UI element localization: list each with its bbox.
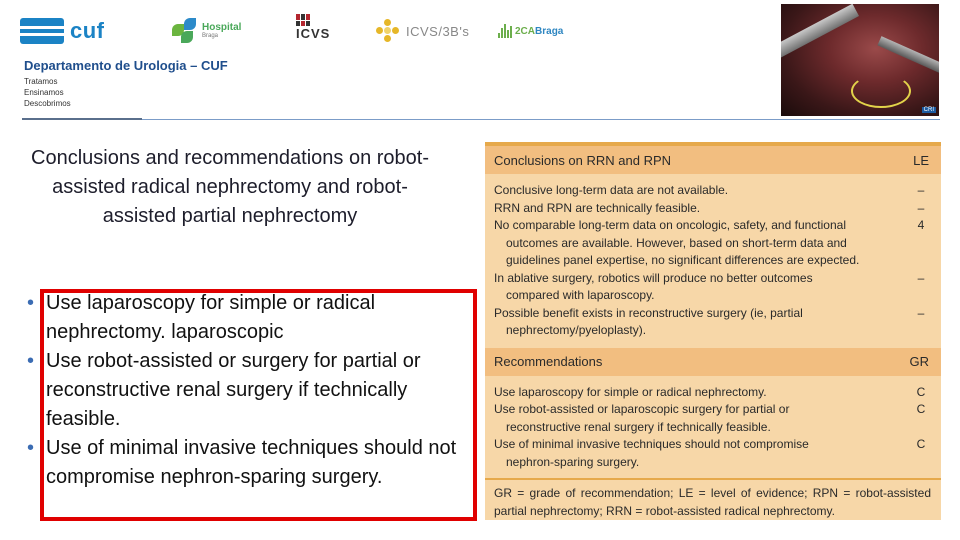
bullet-item: • Use robot-assisted or surgery for partial or reconstructive renal surgery if technically feasible. xyxy=(24,347,476,434)
2ca-logo-city: Braga xyxy=(535,25,564,37)
department-title: Departamento de Urologia – CUF xyxy=(24,58,228,73)
recommendations-rows xyxy=(485,376,941,472)
recommendations-header-row xyxy=(485,348,941,376)
motto-line: Tratamos xyxy=(24,77,58,86)
recommendation-row-grade: C xyxy=(916,402,926,416)
cuf-logo-mark xyxy=(20,18,64,44)
2ca-braga-logo xyxy=(498,14,578,48)
hospital-logo-text: Hospital xyxy=(202,22,242,33)
recommendation-row-text xyxy=(494,436,902,471)
recommendations-header: Recommendations xyxy=(494,354,603,369)
conclusion-row-line: No comparable long-term data on oncologic, safety, and functional xyxy=(494,218,846,232)
hospital-logo-mark xyxy=(172,18,198,44)
bullet-item: • Use laparoscopy for simple or radical nephrectomy. laparoscopic xyxy=(24,289,476,347)
icvs-logo xyxy=(296,14,356,48)
recommendation-row xyxy=(494,436,931,471)
conclusion-row-line: outcomes are available. However, based on short-term data and xyxy=(506,235,847,250)
conclusion-row-grade: – xyxy=(917,200,925,215)
motto-line: Descobrimos xyxy=(24,99,71,108)
2ca-logo-mark xyxy=(498,24,512,38)
conclusion-row xyxy=(494,200,931,218)
conclusion-row-grade: 4 xyxy=(917,218,925,232)
guidelines-table xyxy=(485,142,941,520)
icvs-logo-mark xyxy=(296,14,310,26)
recommendation-row-line: Use robot-assisted or laparoscopic surgery for partial or xyxy=(494,402,790,416)
recommendation-row-text xyxy=(494,384,902,402)
icvs-3bs-logo-mark xyxy=(376,19,400,43)
photo-tag: CRI xyxy=(923,107,934,113)
bullet-item: • Use of minimal invasive techniques should not compromise nephron-sparing surgery. xyxy=(24,434,476,492)
recommendation-row-line: Use laparoscopy for simple or radical nephrectomy. xyxy=(494,384,767,399)
conclusion-row-text xyxy=(494,217,902,270)
motto-line: Ensinamos xyxy=(24,88,64,97)
robotic-surgery-photo xyxy=(781,4,939,116)
conclusion-row-line: RRN and RPN are technically feasible. xyxy=(494,200,701,215)
conclusion-row xyxy=(494,182,931,200)
icvs-logo-text: ICVS xyxy=(296,26,331,41)
conclusion-row-text xyxy=(494,305,902,340)
conclusion-row-line: In ablative surgery, robotics will produce no better outcomes xyxy=(494,270,813,285)
conclusion-row-line: Conclusive long-term data are not available. xyxy=(494,183,729,197)
recommendation-row xyxy=(494,384,931,402)
conclusion-row-line: Possible benefit exists in reconstructive surgery (ie, partial xyxy=(494,305,803,320)
hospital-logo-subtext: Braga xyxy=(202,33,219,39)
conclusion-row-line: compared with laparoscopy. xyxy=(506,288,655,302)
department-motto xyxy=(24,76,71,109)
recommendation-row-text xyxy=(494,401,902,436)
conclusion-row xyxy=(494,217,931,270)
recommendation-row-line: reconstructive renal surgery if technically feasible. xyxy=(506,419,771,434)
conclusions-header-row xyxy=(485,146,941,174)
highlight-box xyxy=(40,289,477,521)
conclusions-rows xyxy=(485,174,941,340)
recommendation-row-grade: C xyxy=(916,384,926,399)
cuf-logo-text: cuf xyxy=(70,18,105,43)
icvs-3bs-logo xyxy=(376,14,476,48)
icvs-3bs-logo-text: ICVS/3B's xyxy=(406,23,470,39)
table-footnote: GR = grade of recommendation; LE = level of evidence; RPN = robot-assisted partial nephrectomy; RRN = robot-assisted radical nephrectomy. xyxy=(485,478,941,520)
conclusion-row-text xyxy=(494,270,902,305)
conclusion-row-grade: – xyxy=(917,305,925,320)
conclusion-row-line: guidelines panel expertise, no significant differences are expected. xyxy=(506,253,860,267)
conclusion-row-grade: – xyxy=(917,183,925,197)
conclusion-row-grade: – xyxy=(917,270,925,285)
header-divider xyxy=(22,119,940,120)
recommendation-row-line: Use of minimal invasive techniques should not compromise xyxy=(494,437,809,451)
2ca-logo-text: 2CA xyxy=(515,25,536,37)
le-header: LE xyxy=(913,152,929,168)
recommendation-row-line: nephron-sparing surgery. xyxy=(506,454,640,469)
recommendation-row xyxy=(494,401,931,436)
conclusion-row-line: nephrectomy/pyeloplasty). xyxy=(506,323,647,337)
cuf-logo xyxy=(20,14,120,48)
recommendation-row-grade: C xyxy=(916,437,926,451)
conclusion-row-text xyxy=(494,200,902,218)
header-divider-accent xyxy=(22,118,142,120)
conclusion-row xyxy=(494,305,931,340)
conclusion-row-text xyxy=(494,182,902,200)
gr-header: GR xyxy=(909,354,929,369)
conclusions-header: Conclusions on RRN and RPN xyxy=(494,152,672,168)
slide-title: Conclusions and recommendations on robot-assisted radical nephrectomy and robot-assisted partial nephrectomy xyxy=(31,147,429,227)
conclusion-row xyxy=(494,270,931,305)
hospital-braga-logo xyxy=(172,14,252,48)
